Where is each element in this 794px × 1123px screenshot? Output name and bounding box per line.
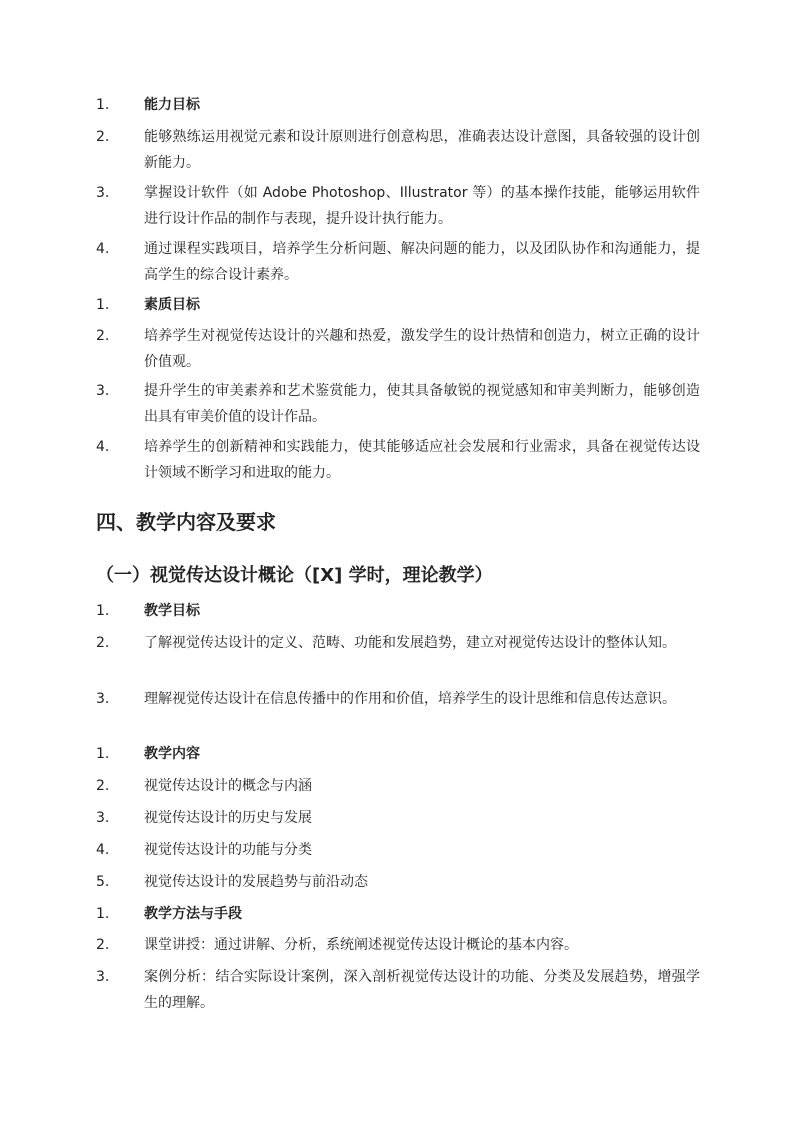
list-text: 掌握设计软件（如 Adobe Photoshop、Illustrator 等）的基本操作技能，能够运用软件进行设计作品的制作与表现，提升设计执行能力。 [144, 185, 700, 227]
heading-text: 教学内容 [144, 746, 200, 762]
list-number: 2. [96, 129, 110, 145]
list-text: 通过课程实践项目，培养学生分析问题、解决问题的能力，以及团队协作和沟通能力，提高学生的综合设计素养。 [144, 241, 700, 283]
heading-text: 素质目标 [144, 297, 200, 313]
list-number: 2. [96, 328, 110, 344]
list-text: 培养学生的创新精神和实践能力，使其能够适应社会发展和行业需求，具备在视觉传达设计领域不断学习和进取的能力。 [144, 439, 700, 481]
list-number: 1. [96, 97, 110, 113]
list-number: 3. [96, 691, 110, 707]
list-number: 4. [96, 439, 110, 455]
list-text: 提升学生的审美素养和艺术鉴赏能力，使其具备敏锐的视觉感知和审美判断力，能够创造出具有审美价值的设计作品。 [144, 383, 700, 425]
heading-text: 教学目标 [144, 603, 200, 619]
list-number: 4. [96, 241, 110, 257]
list-number: 1. [96, 906, 110, 922]
list-text: 视觉传达设计的概念与内涵 [144, 778, 312, 794]
list-text: 理解视觉传达设计在信息传播中的作用和价值，培养学生的设计思维和信息传达意识。 [144, 691, 676, 707]
heading-text: 教学方法与手段 [144, 906, 242, 922]
list-number: 3. [96, 810, 110, 826]
list-number: 5. [96, 874, 110, 890]
list-text: 了解视觉传达设计的定义、范畴、功能和发展趋势，建立对视觉传达设计的整体认知。 [144, 635, 676, 651]
list-text: 视觉传达设计的功能与分类 [144, 842, 312, 858]
list-number: 1. [96, 603, 110, 619]
list-number: 1. [96, 297, 110, 313]
list-number: 2. [96, 937, 110, 953]
list-number: 3. [96, 383, 110, 399]
list-number: 2. [96, 778, 110, 794]
list-number: 4. [96, 842, 110, 858]
list-text: 课堂讲授：通过讲解、分析，系统阐述视觉传达设计概论的基本内容。 [144, 937, 578, 953]
list-number: 1. [96, 746, 110, 762]
list-number: 3. [96, 969, 110, 985]
list-text: 视觉传达设计的历史与发展 [144, 810, 312, 826]
list-text: 视觉传达设计的发展趋势与前沿动态 [144, 874, 368, 890]
list-text: 能够熟练运用视觉元素和设计原则进行创意构思，准确表达设计意图，具备较强的设计创新能力。 [144, 129, 700, 171]
heading-text: 能力目标 [144, 97, 200, 113]
list-text: 培养学生对视觉传达设计的兴趣和热爱，激发学生的设计热情和创造力，树立正确的设计价值观。 [144, 328, 700, 370]
list-text: 案例分析：结合实际设计案例，深入剖析视觉传达设计的功能、分类及发展趋势，增强学生的理解。 [144, 969, 700, 1011]
list-number: 2. [96, 635, 110, 651]
list-number: 3. [96, 185, 110, 201]
subchapter-title: （一）视觉传达设计概论（[X] 学时，理论教学） [96, 565, 493, 586]
chapter-title: 四、教学内容及要求 [96, 510, 276, 534]
